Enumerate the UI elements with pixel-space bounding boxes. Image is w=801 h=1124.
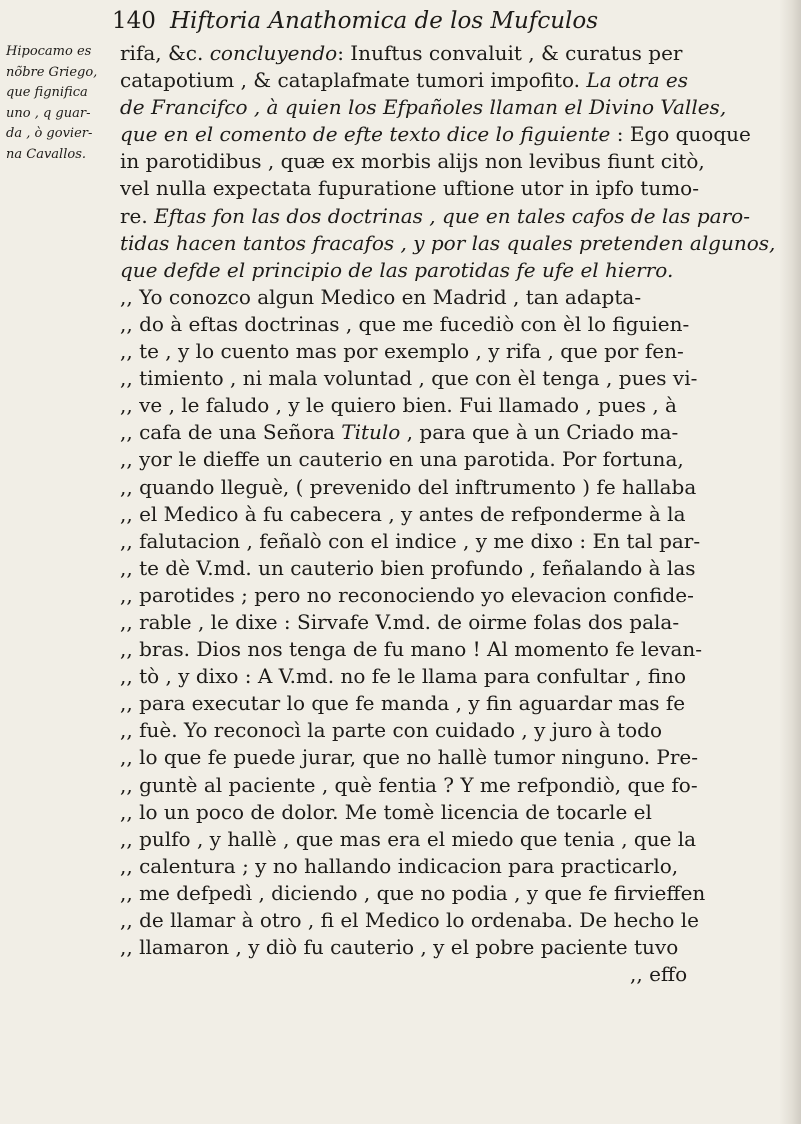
text-line (120, 501, 780, 528)
marginal-note-line: Hipocamo es (6, 44, 92, 59)
roman-segment: ,, pulfo , y hallè , que mas era el miedo que tenia , que la (120, 826, 697, 851)
text-line (120, 528, 780, 555)
roman-segment: re. (120, 203, 155, 228)
roman-segment: ,, me defpedì , diciendo , que no podia , y que fe firvieffen (120, 880, 706, 905)
roman-segment: ,, fuè. Yo reconocì la parte con cuidado , y juro à todo (120, 718, 662, 743)
roman-segment: ,, lo un poco de dolor. Me tomè licencia de tocarle el (120, 799, 652, 824)
catchword-block (120, 961, 780, 988)
roman-segment: ,, te , y lo cuento mas por exemplo , y rifa , que por fen- (120, 339, 684, 364)
catchword: ,, effo (630, 962, 688, 986)
marginal-note-line: uno , q guar- (6, 105, 91, 121)
roman-segment: ,, guntè al paciente , què fentia ? Y me refpondiò, que fo- (120, 772, 698, 797)
italic-segment: Eftas fon las dos doctrinas , que en tales cafos de las paro- (154, 203, 750, 228)
italic-segment: de Francifco , à quien los Efpañoles llaman el Divino Valles, (120, 95, 727, 120)
italic-segment: Titulo (341, 420, 401, 445)
text-line (120, 284, 780, 311)
text-line (120, 94, 780, 121)
text-line (120, 419, 780, 446)
text-line (120, 148, 780, 175)
roman-segment: ,, yor le dieffe un cauterio en una parotida. Por fortuna, (120, 447, 684, 472)
italic-segment: que en el comento de efte texto dice lo figuiente (120, 122, 611, 147)
text-line (120, 230, 780, 257)
roman-segment: ,, cafa de una Señora (120, 420, 342, 445)
text-line (120, 446, 780, 473)
roman-segment: rifa, &c. (120, 41, 210, 65)
text-line (120, 744, 780, 771)
running-title: Hiftoria Anathomica de los Mufculos (170, 8, 599, 34)
italic-segment: tidas hacen tantos fracafos , y por las quales pretenden algunos, (120, 230, 776, 255)
body-text (120, 40, 780, 961)
roman-segment: ,, lo que fe puede jurar, que no hallè tumor ninguno. Pre- (120, 745, 699, 770)
text-line (120, 636, 780, 663)
roman-segment: ,, Yo conozco algun Medico en Madrid , tan adapta- (120, 284, 642, 309)
text-line (120, 690, 780, 717)
roman-segment: , para que à un Criado ma- (400, 420, 679, 445)
roman-segment: ,, tò , y dixo : A V.md. no fe le llama para confultar , fino (120, 664, 687, 689)
running-header (112, 4, 772, 38)
roman-segment: ,, parotides ; pero no reconociendo yo elevacion confide- (120, 582, 694, 607)
roman-segment: ,, el Medico à fu cabecera , y antes de refponderme à la (120, 501, 686, 526)
roman-segment: in parotidibus , quæ ex morbis alijs non levibus fiunt citò, (120, 149, 705, 174)
italic-segment: concluyendo (209, 41, 338, 65)
marginal-note-line: da , ò govier- (6, 126, 93, 141)
roman-segment: ,, de llamar à otro , fi el Medico lo ordenaba. De hecho le (120, 908, 699, 932)
italic-segment: que defde el principio de las parotidas fe ufe el hierro. (120, 257, 674, 282)
marginal-note-line: que fignifica (6, 85, 88, 100)
roman-segment: ,, quando lleguè, ( prevenido del inftrumento ) fe hallaba (120, 474, 697, 499)
roman-segment: ,, timiento , ni mala voluntad , que con èl tenga , pues vi- (120, 366, 698, 391)
text-line (120, 555, 780, 582)
text-line (120, 67, 780, 94)
roman-segment: ,, falutacion , feñalò con el indice , y me dixo : En tal par- (120, 528, 701, 553)
text-line (120, 717, 780, 744)
italic-segment: La otra es (586, 68, 688, 93)
marginal-note-line: na Cavallos. (6, 146, 86, 162)
text-line (120, 392, 780, 419)
text-line (120, 338, 780, 365)
text-line (120, 772, 780, 799)
text-line (120, 907, 780, 934)
roman-segment: : Inuftus convaluit , & curatus per (337, 41, 683, 65)
text-line (120, 582, 780, 609)
roman-segment: ,, te dè V.md. un cauterio bien profundo , feñalando à las (120, 555, 696, 580)
text-line (120, 663, 780, 690)
marginal-note-line: nõbre Griego, (6, 64, 98, 80)
text-line (120, 799, 780, 826)
text-line (120, 609, 780, 636)
roman-segment: vel nulla expectata fupuratione uftione utor in ipfo tumo- (120, 176, 699, 201)
text-line (120, 121, 780, 148)
roman-segment: ,, calentura ; y no hallando indicacion para practicarlo, (120, 853, 679, 878)
roman-segment: ,, bras. Dios nos tenga de fu mano ! Al momento fe levan- (120, 637, 703, 662)
roman-segment: : Ego quoque (610, 122, 751, 147)
text-line (120, 365, 780, 392)
page-number: 140 (112, 8, 156, 34)
marginal-note (6, 42, 114, 165)
roman-segment: ,, llamaron , y diò fu cauterio , y el pobre paciente tuvo (120, 935, 679, 960)
roman-segment: catapotium , & cataplafmate tumori impofito. (120, 68, 587, 93)
page-edge-shadow (779, 0, 801, 1124)
text-line (120, 934, 780, 961)
text-line (120, 40, 780, 67)
text-line (120, 826, 780, 853)
text-line (120, 203, 780, 230)
text-line (120, 175, 780, 202)
roman-segment: ,, rable , le dixe : Sirvafe V.md. de oirme folas dos pala- (120, 609, 680, 634)
text-line (120, 880, 780, 907)
roman-segment: ,, para executar lo que fe manda , y fin aguardar mas fe (120, 691, 686, 716)
text-line (120, 474, 780, 501)
roman-segment: ,, do à eftas doctrinas , que me fucediò con èl lo figuien- (120, 311, 690, 336)
text-line (120, 257, 780, 284)
text-line (120, 853, 780, 880)
roman-segment: ,, ve , le faludo , y le quiero bien. Fui llamado , pues , à (120, 393, 677, 418)
text-line (120, 311, 780, 338)
